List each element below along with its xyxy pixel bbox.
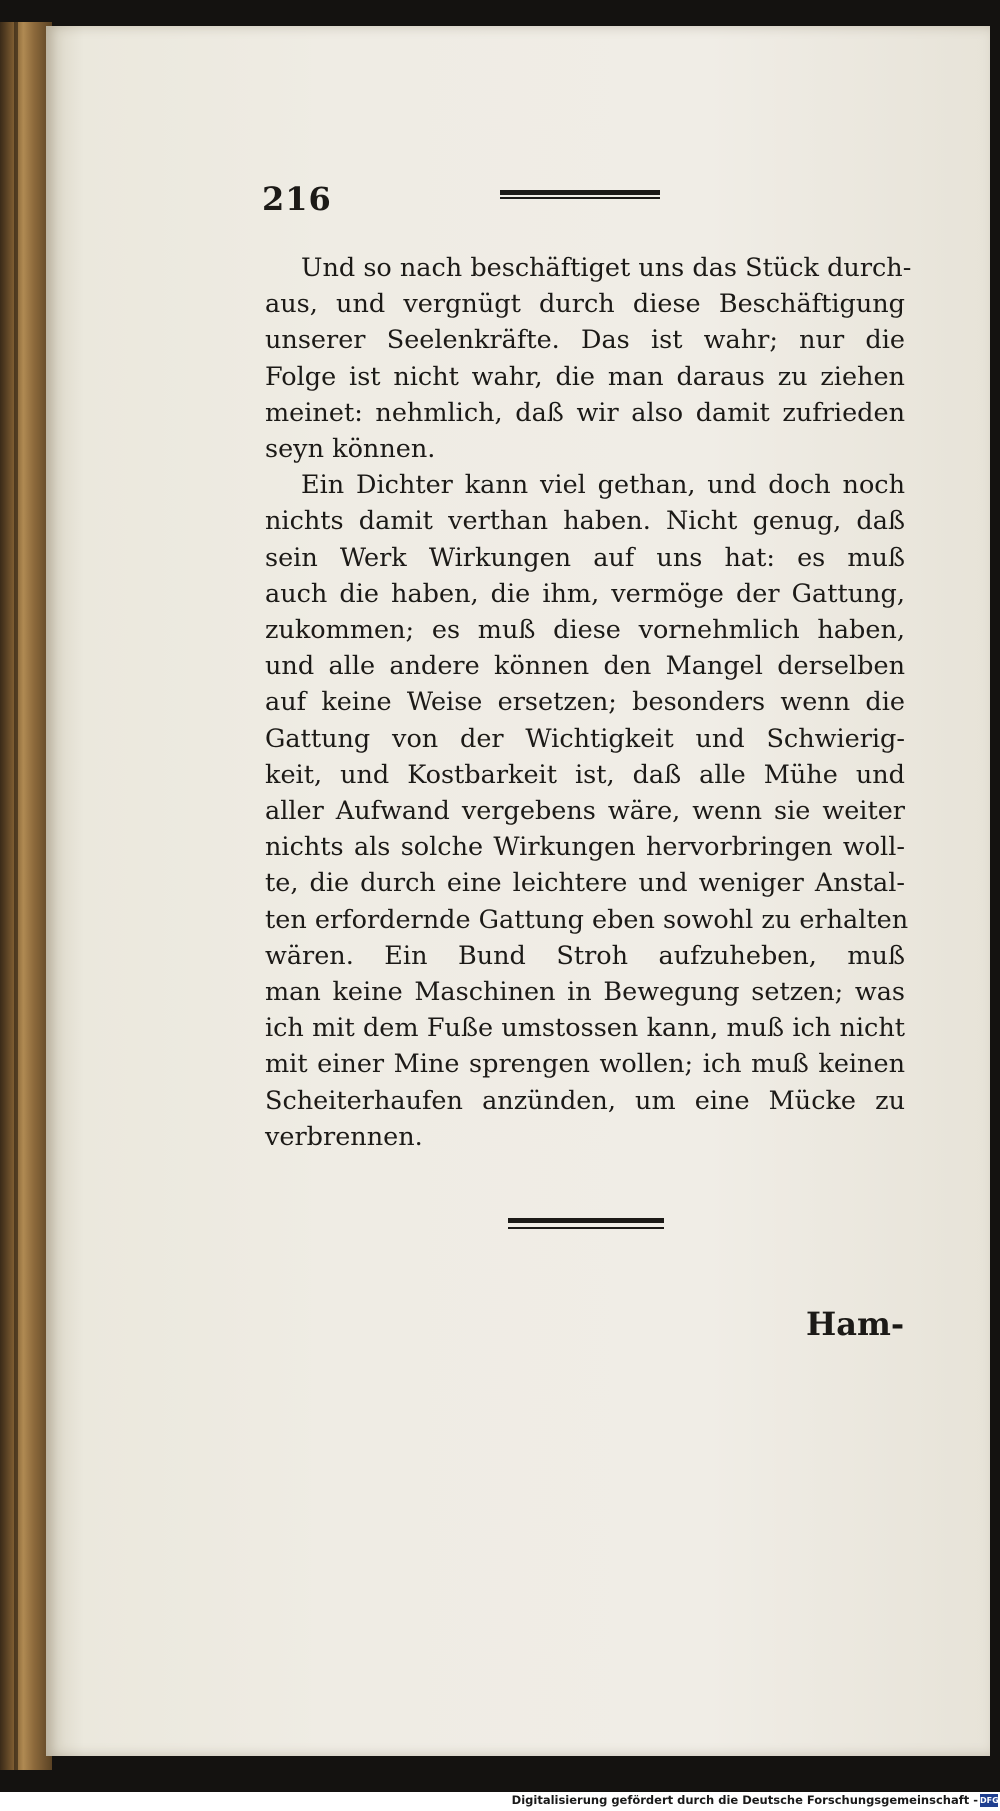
page-number: 216 [262, 180, 332, 218]
text-line: unserer Seelenkräfte. Das ist wahr; nur die [265, 325, 905, 356]
section-end-rule [508, 1218, 664, 1229]
text-line: aller Aufwand vergebens wäre, wenn sie weiter [265, 796, 905, 827]
text-line: nichts damit verthan haben. Nicht genug, daß [265, 506, 905, 537]
text-line: ten erfordernde Gattung eben sowohl zu erhalten [265, 904, 909, 935]
catchword: Ham- [806, 1305, 905, 1343]
book-spine-edge [0, 22, 52, 1770]
text-line: zukommen; es muß diese vornehmlich haben, [265, 615, 905, 646]
text-line: Gattung von der Wichtigkeit und Schwierig- [265, 723, 905, 754]
text-line: man keine Maschinen in Bewegung setzen; was [265, 977, 905, 1008]
text-line: seyn können. [265, 434, 436, 465]
text-line: Scheiterhaufen anzünden, um eine Mücke zu [265, 1085, 905, 1116]
book-spine-shadow [14, 22, 18, 1770]
text-line: Folge ist nicht wahr, die man daraus zu ziehen [265, 361, 905, 392]
text-line: Und so nach beschäftiget uns das Stück durch- [301, 253, 912, 283]
text-line: Ein Dichter kann viel gethan, und doch noch [301, 470, 905, 501]
body-text [265, 250, 912, 1155]
text-line: verbrennen. [265, 1121, 423, 1152]
dfg-logo-icon: DFG [980, 1796, 999, 1805]
text-line: te, die durch eine leichtere und weniger Anstal- [265, 868, 905, 899]
text-line: sein Werk Wirkungen auf uns hat: es muß [265, 542, 905, 573]
paragraph [265, 250, 912, 467]
text-line: und alle andere können den Mangel derselben [265, 651, 905, 682]
header-rule [500, 190, 660, 199]
text-line: ich mit dem Fuße umstossen kann, muß ich nicht [265, 1013, 905, 1044]
text-line: meinet: nehmlich, daß wir also damit zufrieden [265, 397, 905, 428]
text-line: mit einer Mine sprengen wollen; ich muß keinen [265, 1049, 905, 1080]
text-line: auf keine Weise ersetzen; besonders wenn die [265, 687, 905, 718]
text-line: nichts als solche Wirkungen hervorbringen woll- [265, 832, 905, 863]
text-line: keit, und Kostbarkeit ist, daß alle Mühe und [265, 759, 905, 790]
text-line: auch die haben, die ihm, vermöge der Gattung, [265, 578, 905, 609]
text-line: wären. Ein Bund Stroh aufzuheben, muß [265, 940, 905, 971]
text-line: aus, und vergnügt durch diese Beschäftigung [265, 289, 905, 320]
funding-notice: Digitalisierung gefördert durch die Deutsche Forschungsgemeinschaft - [511, 1793, 978, 1807]
paragraph [265, 467, 909, 1155]
